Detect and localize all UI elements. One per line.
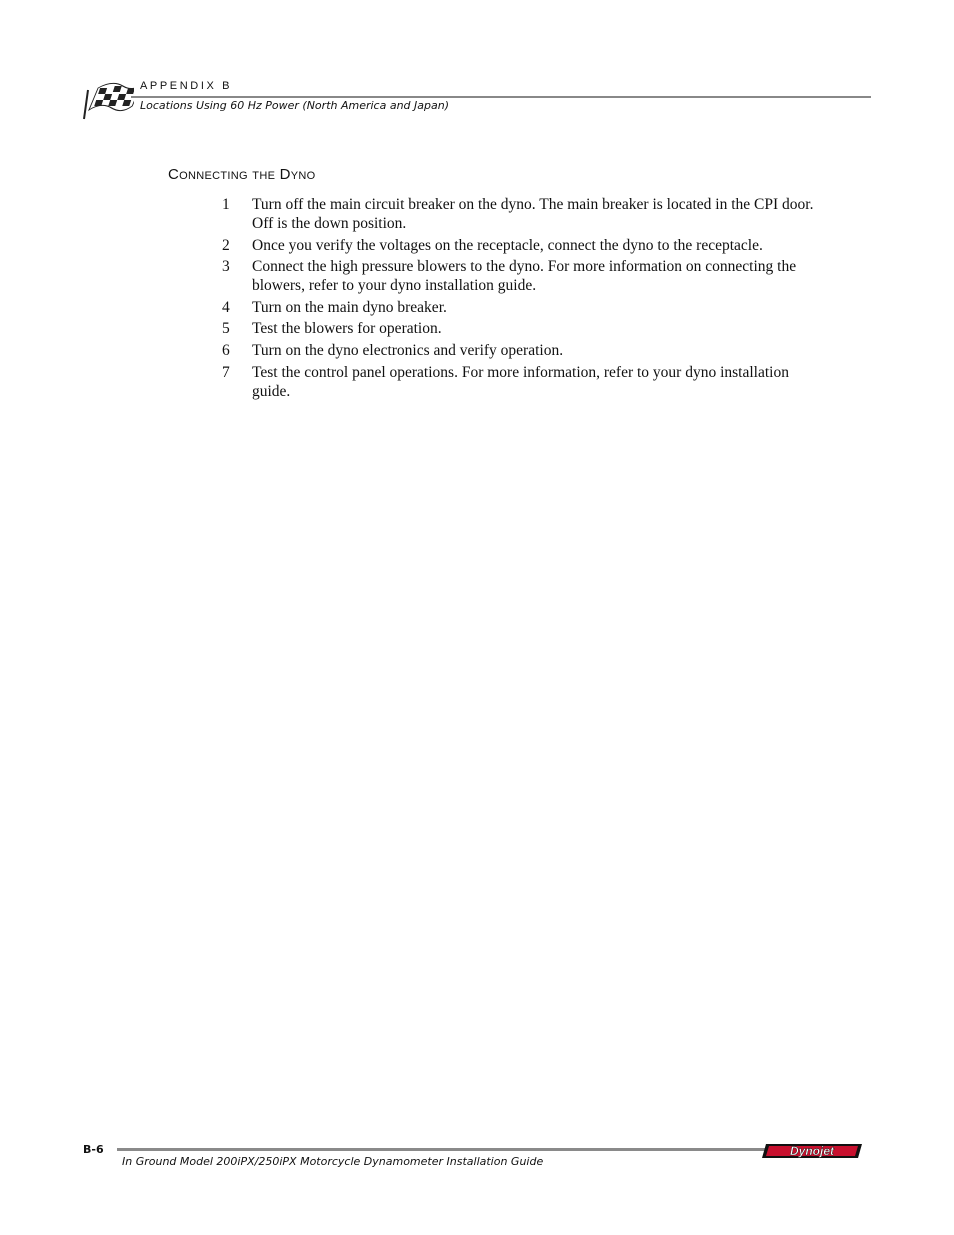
step-text: Turn on the dyno electronics and verify operation. xyxy=(252,341,564,359)
step-item xyxy=(222,319,822,338)
step-number: 7 xyxy=(222,363,230,381)
header-subtitle: Locations Using 60 Hz Power (North America and Japan) xyxy=(140,99,450,112)
logo-text: Dynojet xyxy=(789,1144,835,1159)
step-number: 4 xyxy=(222,298,230,316)
step-text: Turn off the main circuit breaker on the dyno. The main breaker is located in the CPI door. Off is the down position. xyxy=(252,196,814,232)
checkered-flag-icon xyxy=(82,76,134,120)
header-rule xyxy=(131,96,871,98)
document-title: In Ground Model 200iPX/250iPX Motorcycle Dynamometer Installation Guide xyxy=(122,1155,544,1168)
dynojet-logo xyxy=(762,1141,866,1161)
steps-list xyxy=(222,195,822,403)
step-item xyxy=(222,236,822,255)
step-text: Turn on the main dyno breaker. xyxy=(252,298,447,316)
step-item xyxy=(222,298,822,317)
step-item xyxy=(222,195,822,233)
step-text: Once you verify the voltages on the receptacle, connect the dyno to the receptacle. xyxy=(252,236,763,254)
section-title: Connecting the Dyno xyxy=(168,166,316,183)
step-number: 2 xyxy=(222,236,230,254)
step-number: 3 xyxy=(222,258,230,276)
step-text: Test the control panel operations. For more information, refer to your dyno installation guide. xyxy=(252,363,789,400)
page-number: B-6 xyxy=(83,1143,104,1156)
step-item xyxy=(222,363,822,401)
step-number: 1 xyxy=(222,196,230,213)
footer-rule xyxy=(117,1148,765,1151)
step-text: Test the blowers for operation. xyxy=(252,320,442,338)
step-text: Connect the high pressure blowers to the dyno. For more information on connecting the blowers, refer to your dyno installation guide. xyxy=(252,258,797,295)
step-number: 5 xyxy=(222,320,230,338)
step-item xyxy=(222,257,822,295)
step-item xyxy=(222,341,822,360)
step-number: 6 xyxy=(222,341,230,359)
appendix-label: APPENDIX B xyxy=(140,80,233,92)
